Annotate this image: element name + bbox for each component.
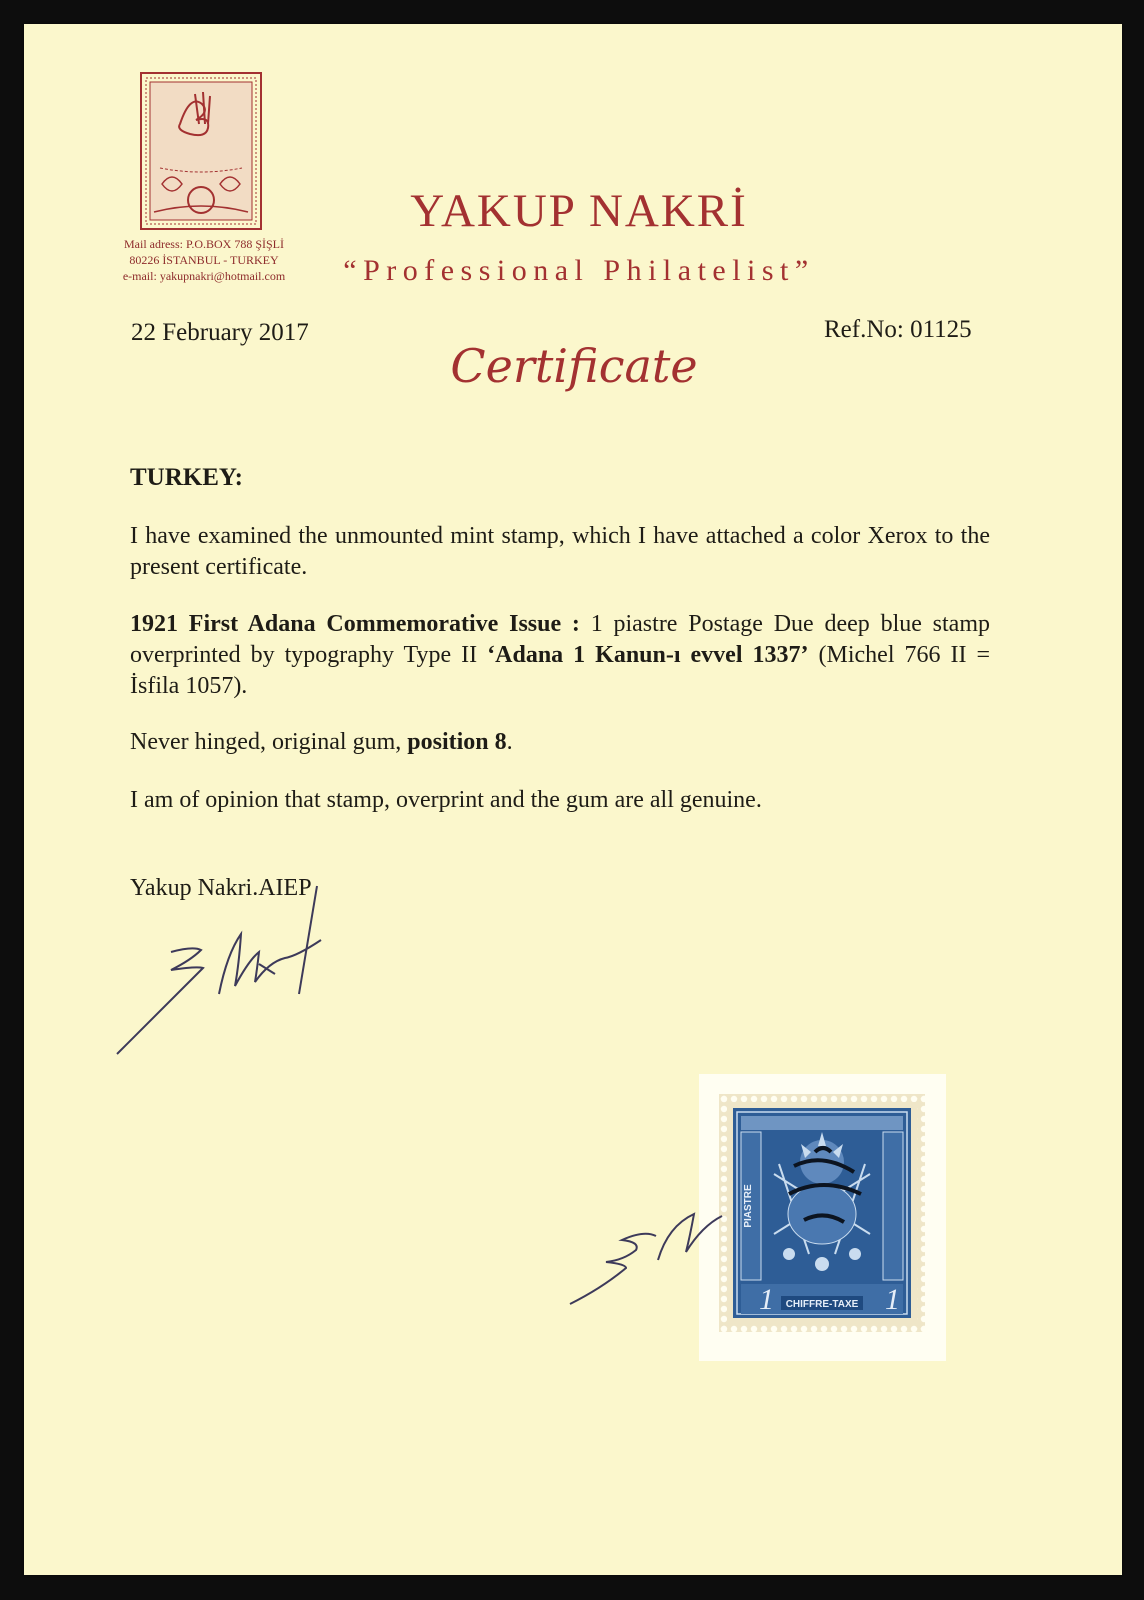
stamp-signature: [554, 1194, 754, 1314]
catalogue-reference: (Michel 766 II = İsfila 1057).: [130, 642, 991, 699]
country-heading: TURKEY:: [130, 464, 243, 491]
issue-name: 1921 First Adana Commemorative Issue :: [130, 611, 580, 637]
stamp-side-label: PIASTRE: [743, 1184, 754, 1228]
reference-number: Ref.No: 01125: [824, 316, 972, 343]
mail-line: 80226 İSTANBUL - TURKEY: [129, 253, 279, 267]
overprint-text: ‘Adana 1 Kanun-ı evvel 1337’: [487, 642, 809, 668]
description-text: 1 piastre Postage Due deep blue stamp overprinted by typography Type II: [130, 611, 990, 668]
letterhead-tagline: “Professional Philatelist”: [343, 254, 815, 287]
certificate-title: Certificate: [450, 339, 698, 393]
examination-paragraph: I have examined the unmounted mint stamp, which I have attached a color Xerox to the present certificate.: [130, 523, 990, 580]
mail-address-block: [104, 236, 304, 284]
mail-line: e-mail: yakupnakri@hotmail.com: [122, 269, 286, 283]
position-text: position 8: [407, 729, 507, 755]
letterhead-name: YAKUP NAKRİ: [410, 185, 748, 237]
signer-name: Yakup Nakri.AIEP: [130, 875, 312, 901]
condition-paragraph: [130, 727, 990, 758]
condition-text: Never hinged, original gum,: [130, 729, 408, 755]
condition-end: .: [506, 729, 513, 755]
certificate-date: 22 February 2017: [131, 319, 309, 346]
stamp-value-left: 1: [759, 1283, 774, 1316]
mail-line: Mail adress: P.O.BOX 788 ŞİŞLİ: [123, 237, 284, 251]
stamp-bottom-label: CHIFFRE-TAXE: [785, 1299, 859, 1310]
tughra-emblem-icon: [140, 72, 262, 230]
opinion-paragraph: I am of opinion that stamp, overprint and the gum are all genuine.: [130, 787, 762, 813]
stamp-value-right: 1: [885, 1283, 900, 1316]
certificate-page: [24, 24, 1122, 1575]
handwritten-signature: [109, 884, 329, 1059]
stamp-description-paragraph: [130, 609, 990, 702]
